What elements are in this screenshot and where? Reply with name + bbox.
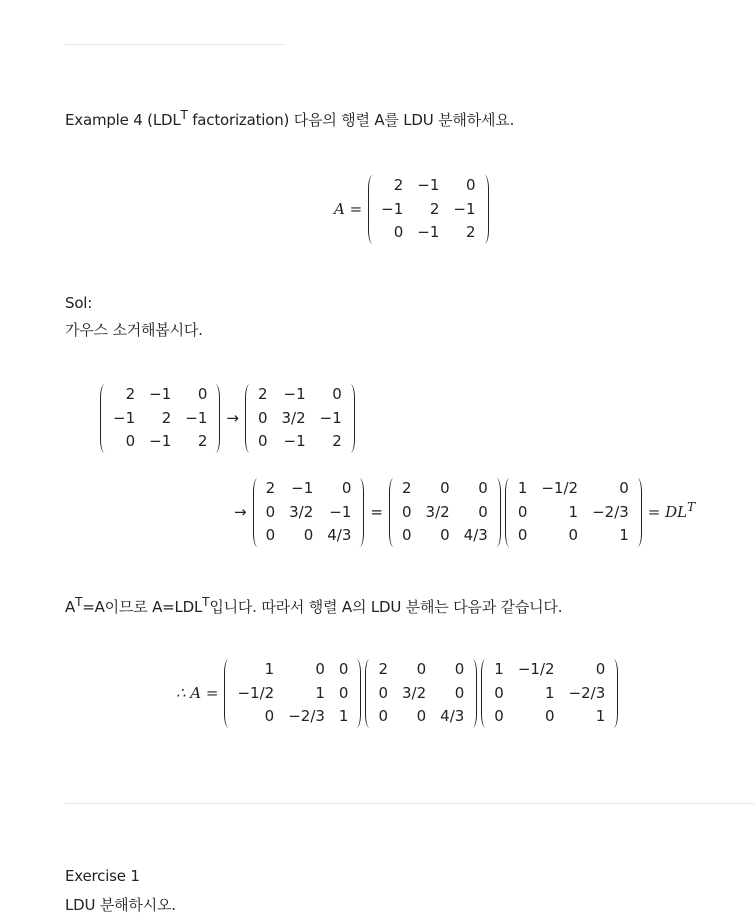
example-paren-close: factorization): [187, 111, 290, 129]
conclusion-sup-1: T: [75, 595, 83, 609]
matrix-grid: [109, 384, 211, 453]
final-u-matrix: [481, 659, 618, 728]
matrix-cell: 0: [264, 707, 275, 725]
right-paren: [492, 478, 501, 547]
matrix-cell: 0: [454, 683, 465, 702]
matrix-cell: 0: [619, 479, 629, 497]
matrix-cell: 1: [568, 502, 579, 521]
matrix-cell: −1: [149, 385, 172, 403]
matrix-cell: 0: [478, 502, 488, 521]
right-paren: [211, 384, 220, 453]
exercise-title: Exercise 1: [65, 867, 140, 885]
matrix-cell: 0: [265, 502, 276, 521]
matrix-cell: 2: [393, 176, 404, 194]
matrix-cell: −1/2: [237, 683, 275, 702]
matrix-cell: 4/3: [327, 526, 352, 544]
left-paren: [389, 478, 398, 547]
matrix-cell: 0: [378, 707, 389, 725]
left-paren: [224, 659, 233, 728]
matrix-cell: 0: [338, 660, 349, 678]
matrix-cell: 1: [517, 479, 528, 497]
left-paren: [253, 478, 262, 547]
matrix-cell: 1: [545, 683, 555, 702]
matrix-cell: 2: [257, 385, 268, 403]
matrix-cell: 0: [494, 683, 504, 702]
matrix-cell: −1: [417, 223, 440, 241]
matrix-cell: 2: [161, 408, 172, 427]
elimination-1-right-matrix: [245, 384, 355, 453]
matrix-cell: 1: [315, 683, 325, 702]
matrix-cell: 0: [341, 479, 352, 497]
elimination-step-2: [230, 478, 699, 547]
matrix-cell: 3/2: [402, 683, 427, 702]
example-label: Example 4: [65, 111, 143, 129]
matrix-cell: 2: [125, 385, 136, 403]
example-heading: [65, 110, 514, 131]
right-paren: [633, 478, 642, 547]
conclusion-sup-2: T: [202, 595, 210, 609]
matrix-cell: 0: [440, 479, 450, 497]
matrix-cell: 2: [332, 432, 342, 450]
final-d-matrix: [365, 659, 477, 728]
matrix-grid: [490, 659, 609, 728]
matrix-cell: 0: [401, 526, 412, 544]
left-paren: [365, 659, 374, 728]
matrix-cell: −1: [283, 385, 306, 403]
lt-matrix: [505, 478, 642, 547]
matrix-a-equation: [330, 175, 491, 244]
elimination-1-left-matrix: [100, 384, 220, 453]
matrix-cell: 1: [264, 660, 275, 678]
conclusion-text: [65, 597, 562, 618]
matrix-cell: 0: [338, 683, 349, 702]
matrix-cell: 0: [125, 432, 136, 450]
matrix-cell: 0: [257, 432, 268, 450]
matrix-cell: 0: [454, 660, 465, 678]
matrix-cell: 2: [378, 660, 389, 678]
matrix-cell: 0: [265, 526, 276, 544]
matrix-cell: 0: [466, 176, 476, 194]
matrix-cell: 0: [478, 479, 488, 497]
matrix-cell: 0: [416, 660, 427, 678]
matrix-cell: 0: [494, 707, 504, 725]
matrix-cell: 0: [440, 526, 450, 544]
matrix-cell: 0: [197, 385, 208, 403]
matrix-cell: 1: [619, 526, 629, 544]
diagonal-matrix: [389, 478, 501, 547]
equals-sign: =: [370, 503, 383, 522]
matrix-grid: [377, 175, 479, 244]
matrix-cell: 2: [197, 432, 208, 450]
left-paren: [100, 384, 109, 453]
arrow-2: →: [234, 503, 247, 522]
matrix-cell: −1: [329, 502, 352, 521]
matrix-grid: [254, 384, 346, 453]
top-divider: [65, 44, 285, 45]
matrix-cell: 0: [517, 526, 528, 544]
example-paren-open: (LDL: [147, 111, 181, 129]
dlt-rhs: [644, 500, 699, 522]
matrix-cell: 0: [416, 707, 427, 725]
matrix-cell: −2/3: [288, 707, 325, 725]
matrix-cell: 0: [517, 502, 528, 521]
matrix-cell: 3/2: [289, 502, 314, 521]
matrix-cell: 0: [332, 385, 342, 403]
matrix-cell: −1: [381, 199, 404, 218]
matrix-a-lhs: A =: [334, 200, 363, 219]
matrix-cell: −1: [453, 199, 476, 218]
right-paren: [609, 659, 618, 728]
elimination-step-1: [98, 384, 357, 453]
matrix-cell: 1: [494, 660, 504, 678]
dlt-rhs-text: = DL: [647, 503, 688, 522]
matrix-cell: −1: [185, 408, 208, 427]
matrix-cell: 0: [303, 526, 314, 544]
matrix-cell: 2: [401, 479, 412, 497]
final-l-matrix: [224, 659, 361, 728]
matrix-cell: 0: [315, 660, 325, 678]
matrix-cell: 0: [393, 223, 404, 241]
left-paren: [505, 478, 514, 547]
left-paren: [368, 175, 377, 244]
matrix-cell: −1/2: [517, 660, 555, 678]
final-lhs: ∴ A =: [176, 684, 219, 703]
matrix-cell: −1: [319, 408, 342, 427]
transpose-sup: T: [180, 108, 188, 122]
right-paren: [352, 659, 361, 728]
matrix-a: [368, 175, 488, 244]
final-factorization: [172, 659, 620, 728]
conclusion-b: =A이므로 A=LDL: [82, 598, 203, 616]
matrix-cell: 1: [338, 707, 349, 725]
matrix-cell: 4/3: [440, 707, 465, 725]
matrix-grid: [262, 478, 356, 547]
matrix-cell: 0: [545, 707, 555, 725]
matrix-grid: [514, 478, 633, 547]
matrix-grid: [233, 659, 352, 728]
arrow-1: →: [226, 409, 239, 428]
example-prompt: 다음의 행렬 A를 LDU 분해하세요.: [293, 111, 515, 129]
matrix-cell: −1: [149, 432, 172, 450]
conclusion-c: 입니다. 따라서 행렬 A의 LDU 분해는 다음과 같습니다.: [209, 598, 563, 616]
matrix-cell: 0: [257, 408, 268, 427]
matrix-grid: [374, 659, 468, 728]
matrix-cell: 3/2: [281, 408, 306, 427]
section-divider: [65, 803, 755, 804]
conclusion-a: A: [65, 598, 76, 616]
matrix-cell: −1/2: [541, 479, 579, 497]
matrix-cell: −1: [291, 479, 314, 497]
upper-matrix: [253, 478, 365, 547]
matrix-cell: 0: [378, 683, 389, 702]
right-paren: [346, 384, 355, 453]
dlt-rhs-sup: T: [687, 500, 696, 515]
right-paren: [480, 175, 489, 244]
sol-intro: 가우스 소거해봅시다.: [65, 321, 203, 339]
matrix-cell: −1: [417, 176, 440, 194]
sol-label: Sol:: [65, 294, 93, 312]
matrix-cell: 1: [595, 707, 606, 725]
left-paren: [481, 659, 490, 728]
matrix-cell: −2/3: [592, 502, 629, 521]
matrix-cell: 0: [595, 660, 606, 678]
right-paren: [468, 659, 477, 728]
exercise-text: LDU 분해하시오.: [65, 896, 176, 914]
matrix-cell: 3/2: [425, 502, 450, 521]
matrix-cell: −1: [113, 408, 136, 427]
matrix-cell: 0: [568, 526, 579, 544]
matrix-cell: 0: [401, 502, 412, 521]
matrix-cell: 2: [265, 479, 276, 497]
matrix-cell: 2: [429, 199, 440, 218]
matrix-grid: [398, 478, 492, 547]
right-paren: [355, 478, 364, 547]
left-paren: [245, 384, 254, 453]
matrix-cell: 2: [466, 223, 476, 241]
matrix-cell: 4/3: [463, 526, 488, 544]
matrix-cell: −1: [283, 432, 306, 450]
matrix-cell: −2/3: [568, 683, 606, 702]
